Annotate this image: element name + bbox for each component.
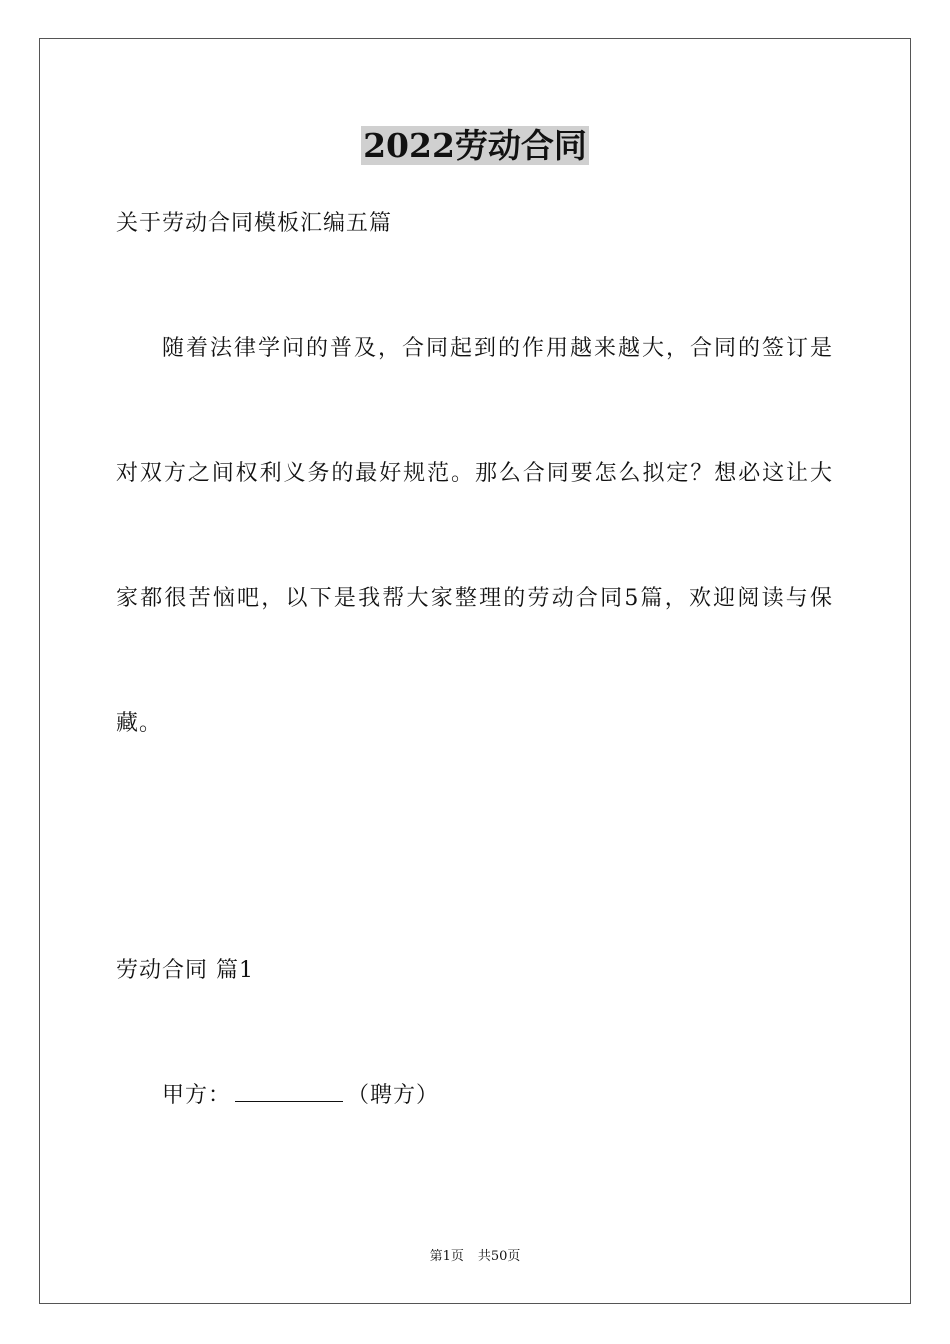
party-a-blank-field[interactable] (235, 1081, 343, 1102)
page-total: 共50页 (477, 1249, 521, 1264)
section-heading: 劳动合同 篇1 (116, 958, 254, 983)
page-footer (0, 1248, 950, 1266)
intro-line-4: 藏。 (116, 711, 163, 736)
party-a-label: 甲方： (162, 1083, 232, 1108)
intro-line-3: 家都很苦恼吧，以下是我帮大家整理的劳动合同5篇，欢迎阅读与保 (116, 586, 832, 611)
document-title-text: 2022劳动合同 (363, 126, 587, 165)
intro-line-1: 随着法律学问的普及，合同起到的作用越来越大，合同的签订是 (162, 336, 832, 361)
intro-line-2: 对双方之间权利义务的最好规范。那么合同要怎么拟定？想必这让大 (116, 461, 832, 486)
page-number: 第1页 (429, 1249, 464, 1264)
party-a-line (162, 1081, 439, 1111)
party-a-suffix: （聘方） (347, 1083, 440, 1108)
document-title (0, 124, 950, 168)
document-subtitle: 关于劳动合同模板汇编五篇 (116, 211, 393, 236)
